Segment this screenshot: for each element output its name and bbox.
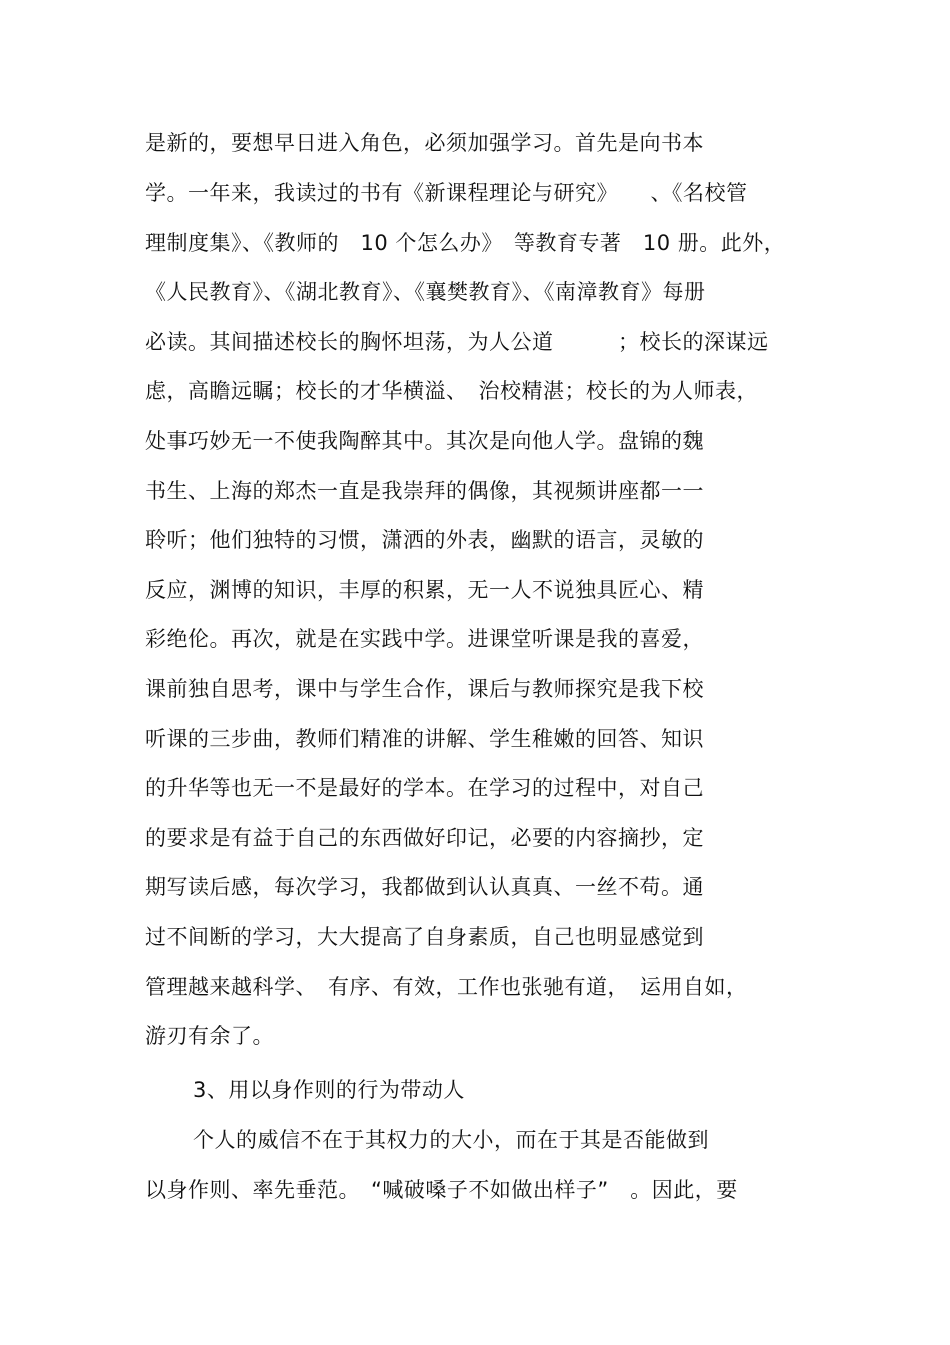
text-line: 聆听；他们独特的习惯，潇洒的外表，幽默的语言，灵敏的 [145, 528, 704, 552]
text-line: 书生、上海的郑杰一直是我崇拜的偶像，其视频讲座都一一 [145, 479, 704, 503]
text-line: 听课的三步曲，教师们精准的讲解、学生稚嫩的回答、知识 [145, 727, 704, 751]
section-heading: 3、用以身作则的行为带动人 [193, 1078, 465, 1102]
text-line: 是新的，要想早日进入角色，必须加强学习。首先是向书本 [145, 131, 704, 155]
text-line: 管理越来越科学、 有序、有效，工作也张驰有道， 运用自如， [145, 975, 748, 999]
text-line: 的升华等也无一不是最好的学本。在学习的过程中，对自己 [145, 776, 704, 800]
text-line: 《人民教育》、《湖北教育》、《襄樊教育》、《南漳教育》每册 [145, 280, 706, 304]
text-line: 彩绝伦。再次，就是在实践中学。进课堂听课是我的喜爱， [145, 627, 704, 651]
text-line: 课前独自思考，课中与学生合作，课后与教师探究是我下校 [145, 677, 704, 701]
text-line: 处事巧妙无一不使我陶醉其中。其次是向他人学。盘锦的魏 [145, 429, 704, 453]
text-line: 游刃有余了。 [145, 1024, 274, 1048]
text-line: 虑，高瞻远瞩；校长的才华横溢、 治校精湛；校长的为人师表， [145, 379, 758, 403]
text-line: 的要求是有益于自己的东西做好印记，必要的内容摘抄，定 [145, 826, 704, 850]
text-line: 学。一年来，我读过的书有《新课程理论与研究》 、《名校管 [145, 181, 748, 205]
text-line: 理制度集》、《教师的 10 个怎么办》 等教育专著 10 册。此外， [145, 231, 786, 255]
text-line: 期写读后感，每次学习，我都做到认认真真、一丝不苟。通 [145, 875, 704, 899]
text-line: 以身作则、率先垂范。 “喊破嗓子不如做出样子” 。因此，要 [145, 1178, 738, 1202]
text-line: 个人的威信不在于其权力的大小，而在于其是否能做到 [193, 1128, 709, 1152]
text-line: 反应，渊博的知识，丰厚的积累，无一人不说独具匠心、精 [145, 578, 704, 602]
text-line: 过不间断的学习，大大提高了自身素质，自己也明显感觉到 [145, 925, 704, 949]
text-line: 必读。其间描述校长的胸怀坦荡，为人公道 ；校长的深谋远 [145, 330, 769, 354]
